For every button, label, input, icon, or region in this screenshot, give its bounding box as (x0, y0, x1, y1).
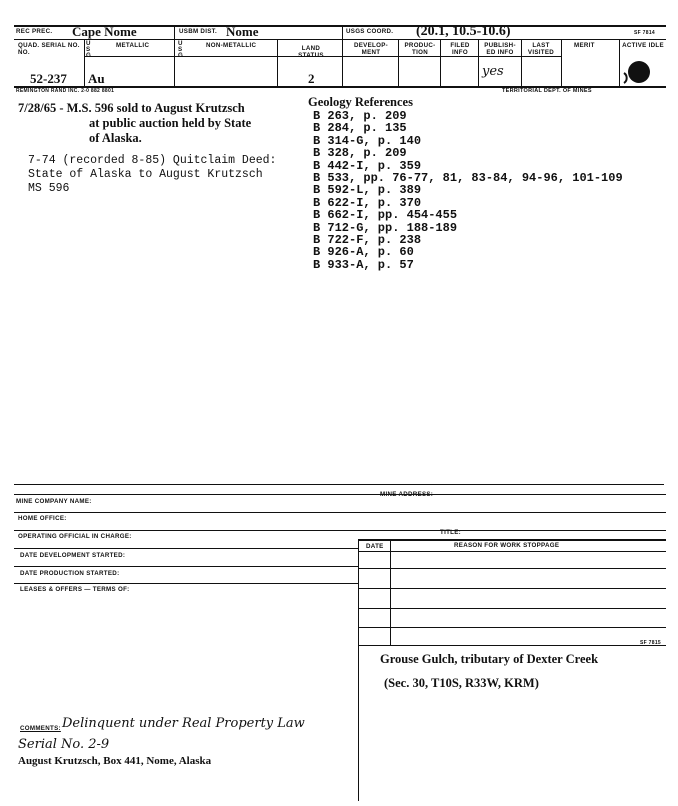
geology-ref: B 284, p. 135 (313, 121, 407, 136)
dept-note: TERRITORIAL DEPT. OF MINES (502, 88, 592, 94)
serial-value: 52-237 (30, 71, 67, 86)
published-value: yes (482, 64, 504, 79)
geology-ref: B 722-F, p. 238 (313, 233, 422, 248)
metallic-value: Au (88, 71, 105, 86)
geology-ref: B 442-I, p. 359 (313, 158, 422, 173)
metallic-label: METALLIC (116, 42, 150, 49)
geology-ref-list (313, 110, 623, 271)
location-line-2: (Sec. 30, T10S, R33W, KRM) (384, 676, 539, 690)
geology-ref: B 712-G, pp. 188-189 (313, 220, 458, 235)
home-office-label: HOME OFFICE: (18, 515, 67, 522)
history-entry-2 (28, 154, 276, 196)
title-label: TITLE: (440, 529, 462, 536)
entry-line: M.S. 596 sold to August Krutzsch (66, 101, 245, 115)
active-idle-label: ACTIVE IDLE (622, 42, 664, 49)
leases-offers-label: LEASES & OFFERS — TERMS OF: (20, 586, 130, 593)
usgs-mark-b: U S G (178, 40, 184, 59)
geology-ref: B 592-L, p. 389 (313, 183, 422, 198)
form-code-2: SF 7815 (640, 640, 662, 646)
geology-ref: B 622-I, p. 370 (313, 195, 422, 210)
operating-official-label: OPERATING OFFICIAL IN CHARGE: (18, 533, 132, 540)
land-status-label: LAND STATUS (298, 45, 324, 59)
entry-line: 7-74 (recorded 8-85) Quitclaim Deed: (28, 154, 277, 167)
form-code: SF 7814 (634, 30, 656, 36)
geology-heading: Geology References (308, 95, 413, 109)
entry-line: at public auction held by State (89, 116, 252, 130)
rec-prec-value: Cape Nome (72, 24, 137, 39)
comments-handwritten-1: Delinquent under Real Property Law (62, 716, 305, 731)
location-line-1: Grouse Gulch, tributary of Dexter Creek (380, 652, 599, 666)
date-production-label: DATE PRODUCTION STARTED: (20, 570, 120, 577)
history-entry-1 (18, 101, 251, 146)
geology-ref: B 926-A, p. 60 (313, 245, 414, 260)
mine-company-label: MINE COMPANY NAME: (16, 498, 92, 505)
comments-handwritten-2: Serial No. 2-9 (18, 737, 110, 752)
geology-ref: B 328, p. 209 (313, 146, 407, 161)
filed-info-label: FILED INFO (450, 42, 470, 56)
geology-ref: B 933-A, p. 57 (313, 257, 414, 272)
entry-date: 7/28/65 - (18, 101, 64, 115)
date-development-label: DATE DEVELOPMENT STARTED: (20, 552, 126, 559)
rec-prec-label: REC PREC. (16, 28, 53, 35)
nonmetallic-label: NON-METALLIC (206, 42, 257, 49)
geology-ref: B 533, pp. 76-77, 81, 83-84, 94-96, 101-109 (313, 171, 623, 186)
entry-line: State of Alaska to August Krutzsch (28, 168, 263, 181)
active-status-dot (620, 58, 660, 86)
usgs-coord-label: USGS COORD. (346, 28, 394, 35)
geology-ref: B 662-I, pp. 454-455 (313, 208, 458, 223)
entry-line: MS 596 (28, 182, 70, 195)
usgs-coord-value: (20.1, 10.5-10.6) (416, 24, 511, 39)
geology-ref: B 263, p. 209 (313, 109, 407, 123)
comments-label: COMMENTS: (20, 725, 61, 732)
printer-note: REMINGTON RAND INC. 2-0 882 8801 (16, 88, 115, 94)
merit-label: MERIT (574, 42, 595, 49)
geology-ref: B 314-G, p. 140 (313, 133, 422, 148)
land-status-value: 2 (308, 71, 315, 86)
usbm-dist-value: Nome (226, 24, 259, 39)
mine-address-label: MINE ADDRESS: (380, 491, 434, 498)
usgs-mark-a: U S G (86, 40, 92, 59)
published-info-label: PUBLISH- ED INFO (484, 42, 516, 56)
last-visited-label: LAST VISITED (527, 42, 555, 56)
quad-serial-label: QUAD. SERIAL NO. NO. (18, 42, 80, 56)
production-label: PRODUC- TION (404, 42, 436, 56)
owner-line: August Krutzsch, Box 441, Nome, Alaska (18, 755, 212, 767)
development-label: DEVELOP- MENT (353, 42, 389, 56)
usbm-dist-label: USBM DIST. (179, 28, 218, 35)
entry-line: of Alaska. (89, 131, 142, 145)
reason-stoppage-label: REASON FOR WORK STOPPAGE (454, 542, 560, 549)
date-column-label: DATE (366, 543, 384, 550)
